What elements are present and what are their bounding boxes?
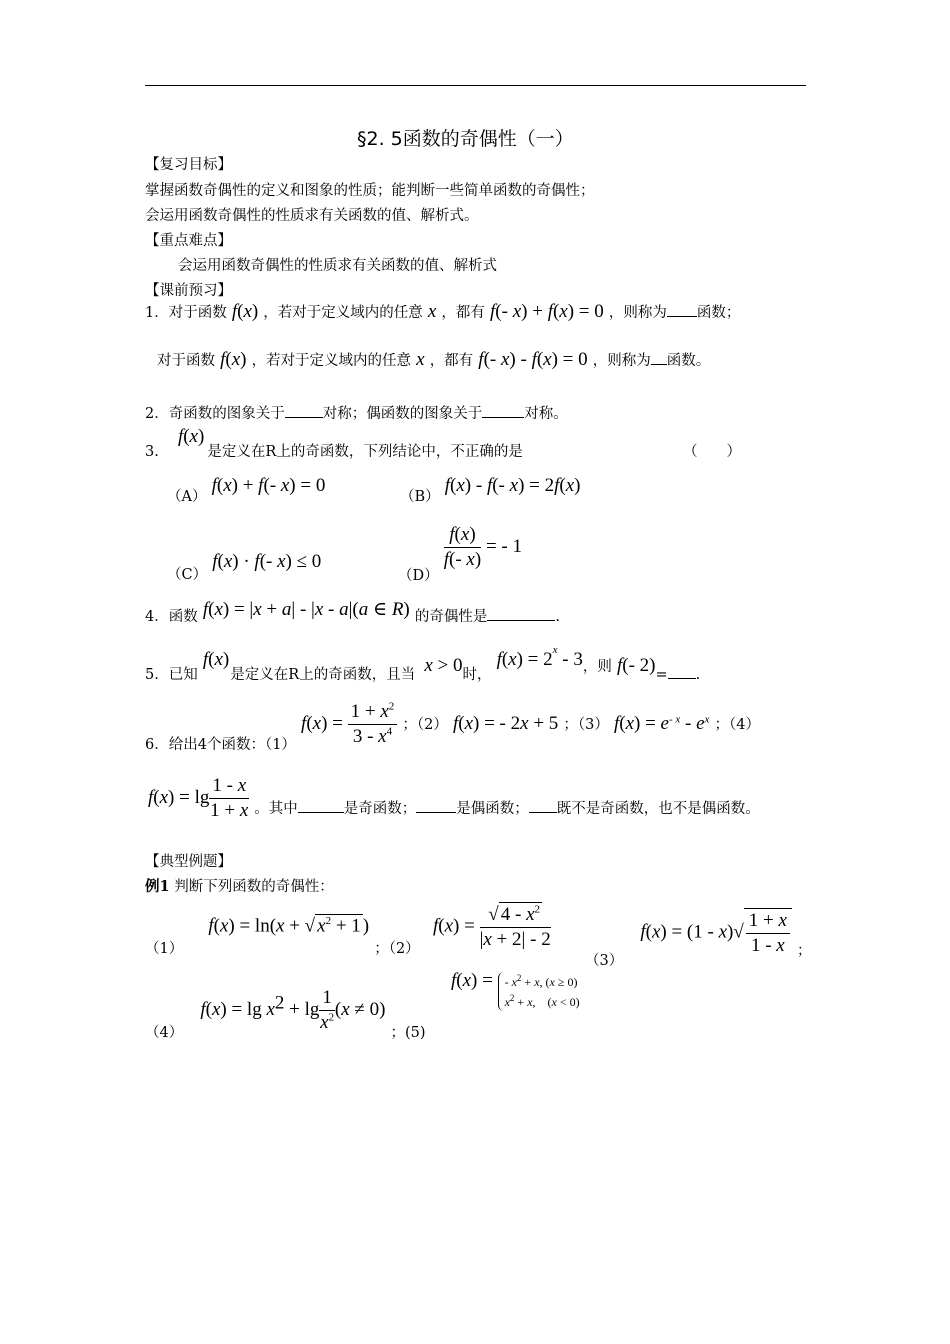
blank[interactable] — [298, 798, 344, 813]
q1a-num: 1．对于函数 — [145, 305, 227, 321]
question-6-tail: f(x) = lg $\frac{1 - x}{1 + x}$ 。其中 是奇函数； 是偶函数； 既不是奇函数，也不是偶函数。 — [148, 775, 760, 821]
question-1b: 对于函数 f(x) ，若对于定义域内的任意 x ，都有 f(- x) - f(x) = 0 ，则称为 函数。 — [157, 349, 711, 370]
question-4: 4．函数 f(x) = |x + a| - |x - a|(a ∈ R) 的奇偶性是 . — [145, 599, 560, 625]
section-examples: 【典型例题】 — [145, 854, 232, 870]
q3-option-a[interactable]: （A） f(x) + f(- x) = 0 — [167, 475, 326, 505]
question-2: 2．奇函数的图象关于 对称；偶函数的图象关于 对称。 — [145, 402, 568, 423]
goals-line-2: 会运用函数奇偶性的性质求有关函数的值、解析式。 — [145, 208, 479, 224]
q3-answer-paren: （ ） — [683, 444, 741, 460]
blank[interactable] — [529, 798, 557, 813]
key-line: 会运用函数奇偶性的性质求有关函数的值、解析式 — [178, 258, 497, 274]
blank[interactable] — [651, 350, 667, 365]
example-1-heading: 例1 判断下列函数的奇偶性： — [145, 878, 334, 895]
section-key: 【重点难点】 — [145, 233, 232, 249]
section-preview: 【课前预习】 — [145, 283, 232, 299]
q3-option-d[interactable]: （D） $\frac{f(x)}{f(- x)}$ = - 1 — [398, 524, 522, 584]
math-fx: f — [231, 301, 238, 322]
blank[interactable] — [487, 606, 555, 621]
example-1-part-3: （3） f(x) = (1 - x)√ $\frac{1 + x}{1 - x}$ ； — [585, 910, 812, 970]
question-5: 5．已知 f(x) 是定义在R上的奇函数，且当 x > 0时， $f(x) = 2^x - 3$，则 f(- 2)= . — [145, 643, 701, 683]
blank[interactable] — [416, 798, 456, 813]
question-3: 3. f(x) 是定义在R上的奇函数，下列结论中，不正确的是 — [145, 426, 523, 460]
q3-option-b[interactable]: （B） f(x) - f(- x) = 2f(x) — [400, 475, 581, 505]
goals-line-1: 掌握函数奇偶性的定义和图象的性质；能判断一些简单函数的奇偶性； — [145, 183, 595, 199]
blank[interactable] — [668, 664, 696, 679]
blank[interactable] — [667, 302, 697, 317]
question-6: 6．给出4个函数：（1） f(x) = $\frac{1 + x^2}{3 - x^4}$ ；（2） f(x) = - 2x + 5 ；（3） $f(x) = e^{- x} - e^x$ ；（4） — [145, 700, 761, 753]
header-rule — [145, 85, 806, 86]
q3-option-c[interactable]: （C） f(x) · f(- x) ≤ 0 — [167, 551, 322, 583]
blank[interactable] — [482, 403, 524, 418]
blank[interactable] — [285, 403, 323, 418]
page-title: §2. 5函数的奇偶性（一） — [357, 128, 574, 150]
math-x: x — [427, 301, 437, 322]
example-1-part-4: （4） $f(x) = \lg x^2 + \lg$ $\frac{1}{x^2}$ (x ≠ 0) ；(5) — [145, 987, 426, 1041]
section-goals: 【复习目标】 — [145, 157, 232, 173]
example-1-part-1: （1） f(x) = ln(x + √ $x^2 + 1$ ) ；（2） — [145, 915, 420, 958]
example-1-part-5: f(x) = - $x^2 + x$, (x ≥ 0) $x^2 + x$, (x < 0) — [451, 972, 580, 1011]
example-1-part-2: f(x) = $\frac{√ 4 - x^2}{|x + 2| - 2}$ — [433, 903, 551, 950]
question-1a: 1．对于函数 f(x) ，若对于定义域内的任意 x ，都有 f(- x) + f(x) = 0 ，则称为 函数； — [145, 301, 741, 322]
math-even-def: f — [478, 349, 484, 370]
math-odd-def: f — [490, 301, 496, 322]
